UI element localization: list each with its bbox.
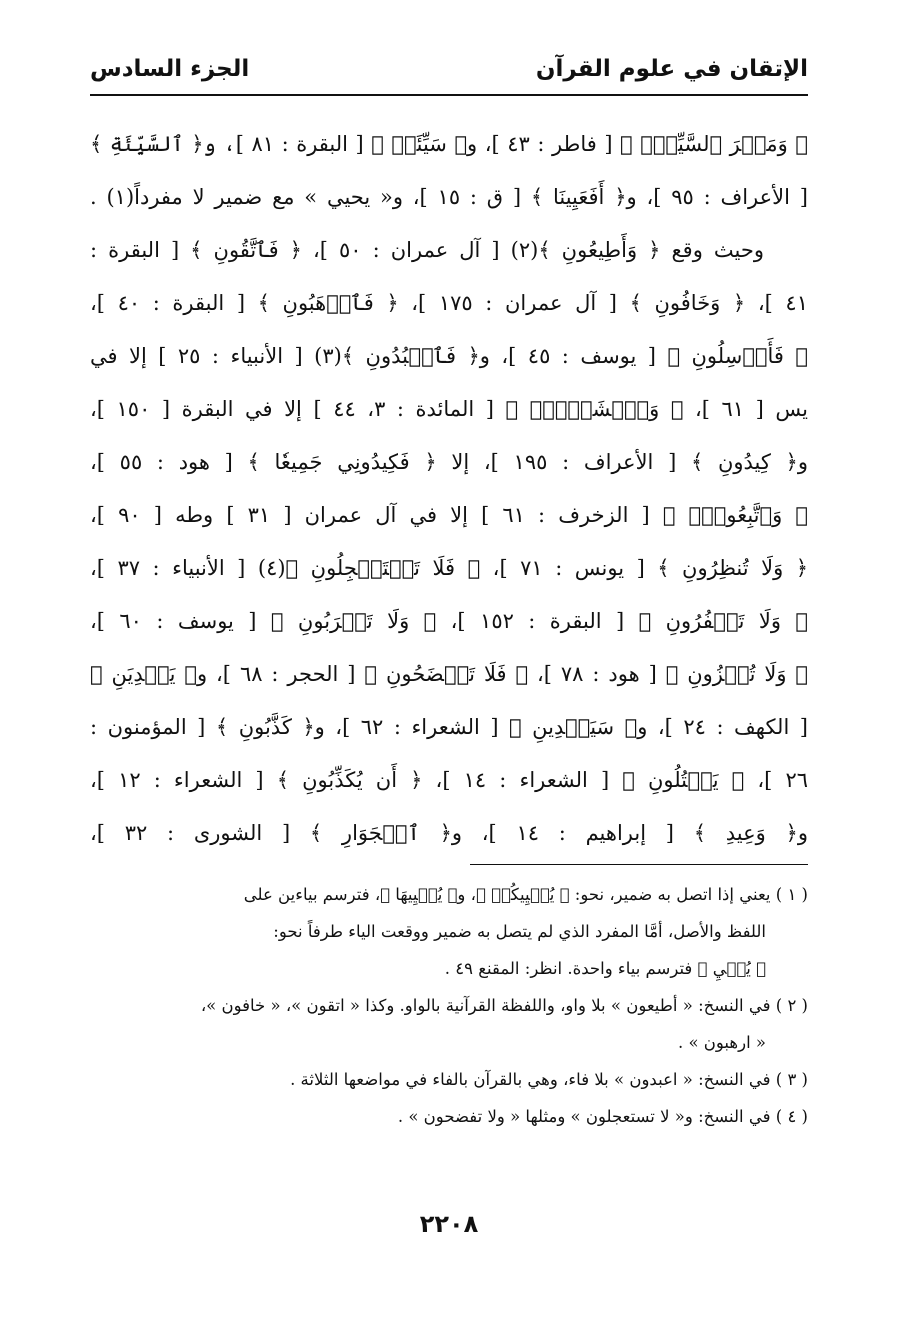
book-title: الإتقان في علوم القرآن <box>535 56 808 82</box>
text-line: ﴿ وَٱتَّبِعُونِۚ ﴾ [ الزخرف : ٦١ ] إلا في آل عمران [ ٣١ ] وطه [ ٩٠ ]، <box>90 503 808 527</box>
text-line: ﴿ وَلَا تُخۡزُونِ ﴾ [ هود : ٧٨ ]، ﴿ فَلَا تَفۡضَحُونِ ﴾ [ الحجر : ٦٨ ]، و﴿ يَهۡدِيَنِ ﴾ <box>90 662 808 686</box>
text-line: ﴿ وَلَا تَكۡفُرُونِ ﴾ [ البقرة : ١٥٢ ]، ﴿ وَلَا تَقۡرَبُونِ ﴾ [ يوسف : ٦٠ ]، <box>90 609 808 633</box>
footnote-line: ﴿ يُحۡيِ ﴾ فترسم بياء واحدة. انظر: المقنع ٤٩ . <box>444 959 766 978</box>
text-line: و﴿ وَعِيدِ ﴾ [ إبراهيم : ١٤ ]، و﴿ ٱلۡجَوَارِ ﴾ [ الشورى : ٣٢ ]، <box>90 821 808 845</box>
footnote-line: ( ١ ) يعني إذا اتصل به ضمير، نحو: ﴿ يُحۡيِيكُمۡ ﴾، و﴿ يُحۡيِيهَا ﴾، فترسم بياءين على <box>243 885 808 904</box>
footnotes <box>90 876 808 1135</box>
text-line: و﴿ كِيدُونِ ﴾ [ الأعراف : ١٩٥ ]، إلا ﴿ فَكِيدُونِي جَمِيعٗا ﴾ [ هود : ٥٥ ]، <box>90 450 808 474</box>
text-line: يس [ ٦١ ]، ﴿ وَٱخۡشَوۡنِۚ ﴾ [ المائدة : ٣، ٤٤ ] إلا في البقرة [ ١٥٠ ]، <box>90 397 808 421</box>
text-line: ﴿ فَأَرۡسِلُونِ ﴾ [ يوسف : ٤٥ ]، و﴿ فَٱعۡبُدُونِ ﴾(٣) [ الأنبياء : ٢٥ ] إلا في <box>90 344 808 368</box>
footnote-4 <box>90 1098 808 1135</box>
page-number: ٢٢٠٨ <box>419 1210 479 1238</box>
footnote-divider <box>470 864 808 865</box>
text-line: ٤١ ]، ﴿ وَخَافُونِ ﴾ [ آل عمران : ١٧٥ ]، ﴿ فَٱرۡهَبُونِ ﴾ [ البقرة : ٤٠ ]، <box>90 291 808 315</box>
text-line: [ الكهف : ٢٤ ]، و﴿ سَيَهۡدِينِ ﴾ [ الشعراء : ٦٢ ]، و﴿ كَذَّبُونِ ﴾ [ المؤمنون : <box>90 715 808 739</box>
footnote-2 <box>90 987 808 1061</box>
footnote-line: ( ٢ ) في النسخ: « أطيعون » بلا واو، واللفظة القرآنية بالواو. وكذا « اتقون »، « خافون »، <box>200 996 808 1015</box>
volume-title: الجزء السادس <box>90 56 250 82</box>
text-line: ٢٦ ]، ﴿ يَقۡتُلُونِ ﴾ [ الشعراء : ١٤ ]، ﴿ أَن يُكَذِّبُونِ ﴾ [ الشعراء : ١٢ ]، <box>90 768 808 792</box>
text-line: ﴿ وَمَكۡرَ ٱلسَّيِّئِۚ ﴾ [ فاطر : ٤٣ ]، و﴿ سَيِّئَةٞ ﴾ [ البقرة : ٨١ ]، و﴿ ٱلسَّيِّئَةِ ﴾ <box>90 132 808 156</box>
footnote-3 <box>90 1061 808 1098</box>
main-text <box>90 118 808 860</box>
footnote-line: اللفظ والأصل، أمَّا المفرد الذي لم يتصل به ضمير ووقعت الياء طرفاً نحو: <box>273 922 766 941</box>
footnote-line: « ارهبون » . <box>677 1033 766 1052</box>
footnote-line: ( ٤ ) في النسخ: و« لا تستعجلون » ومثلها « ولا تفضحون » . <box>397 1107 808 1126</box>
text-line: [ الأعراف : ٩٥ ]، و﴿ أَفَعَيِينَا ﴾ [ ق : ١٥ ]، و« يحيي » مع ضمير لا مفرداً(١) . <box>90 185 808 209</box>
footnote-line: ( ٣ ) في النسخ: « اعبدون » بلا فاء، وهي بالقرآن بالفاء في مواضعها الثلاثة . <box>290 1070 808 1089</box>
text-line: وحيث وقع ﴿ وَأَطِيعُونِ ﴾(٢) [ آل عمران : ٥٠ ]، ﴿ فَٱتَّقُونِ ﴾ [ البقرة : <box>90 238 764 262</box>
text-line: ﴿ وَلَا تُنظِرُونِ ﴾ [ يونس : ٧١ ]، ﴿ فَلَا تَسۡتَعۡجِلُونِ ﴾(٤) [ الأنبياء : ٣٧ ]، <box>90 556 808 580</box>
footnote-1 <box>90 876 808 987</box>
running-header <box>90 50 808 96</box>
